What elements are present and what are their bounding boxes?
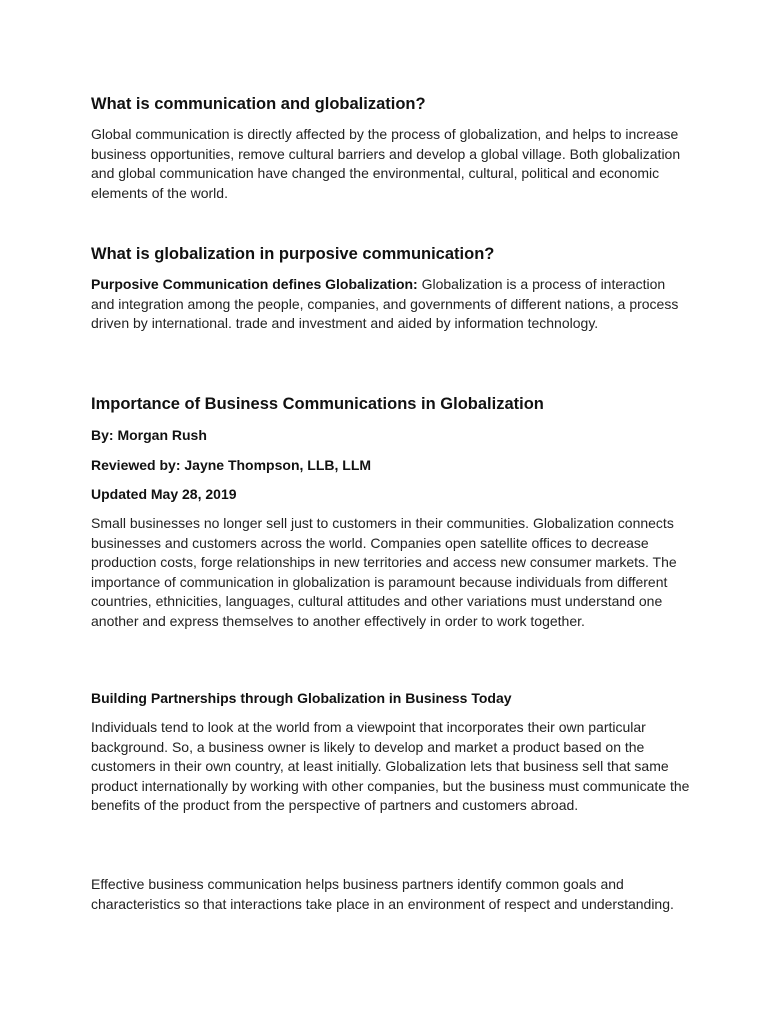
paragraph-effective-communication: Effective business communication helps business partners identify common goals and characteristics so that interactions take place in an environment of respect and understanding. [91,876,674,912]
heading-communication-globalization: What is communication and globalization? [91,95,426,113]
paragraph-global-communication: Global communication is directly affected by the process of globalization, and helps to increase business opportunities, remove cultural barriers and develop a global village. Both globalization and global communication have changed the environmental, cultural, political and economic elements of the world. [91,126,681,201]
reviewer-line: Reviewed by: Jayne Thompson, LLB, LLM [91,457,372,473]
definition-text: Globalization is a process of interaction and integration among the people, companies, and governments of different nations, a process driven by international. trade and investment and aided by information technology. [91,276,679,331]
heading-business-communications: Importance of Business Communications in Globalization [91,395,544,413]
paragraph-individuals-viewpoint: Individuals tend to look at the world from a viewpoint that incorporates their own particular background. So, a business owner is likely to develop and market a product based on the customers in their own country, at least initially. Globalization lets that business sell that same product internationally by working with other companies, but the business must communicate the benefits of the product from the perspective of partners and customers abroad. [91,719,690,813]
definition-lead: Purposive Communication defines Globalization: [91,276,418,292]
heading-purposive-communication: What is globalization in purposive communication? [91,245,495,263]
updated-date: Updated May 28, 2019 [91,486,237,502]
paragraph-small-businesses: Small businesses no longer sell just to customers in their communities. Globalization connects businesses and customers across the world. Companies open satellite offices to decrease production costs, forge relationships in new territories and access new consumer markets. The importance of communication in globalization is paramount because individuals from different countries, ethnicities, languages, cultural attitudes and other variations must understand one another and express themselves to another effectively in order to work together. [91,515,677,629]
heading-building-partnerships: Building Partnerships through Globalization in Business Today [91,690,512,706]
author-line: By: Morgan Rush [91,427,207,443]
paragraph-purposive-definition [91,275,691,334]
